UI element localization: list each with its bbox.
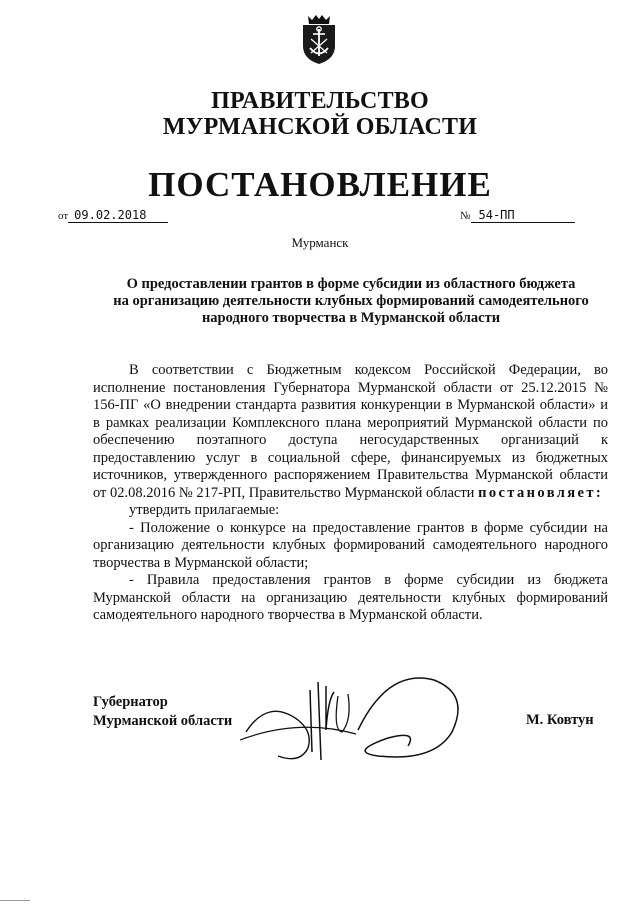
body-paragraph-2: утвердить прилагаемые: (129, 502, 280, 518)
number-value: 54-ПП (471, 208, 575, 223)
org-line-2: МУРМАНСКОЙ ОБЛАСТИ (162, 114, 478, 140)
subject-line-2: на организацию деятельности клубных формирований самодеятельного (113, 293, 589, 309)
subject-line-3: народного творчества в Мурманской области (201, 310, 501, 326)
page-edge-mark (0, 900, 30, 901)
city-name: Мурманск (291, 235, 349, 250)
date-field (58, 208, 168, 223)
preamble-text: В соответствии с Бюджетным кодексом Российской Федерации, во исполнение постановления Губернатора Мурманской области от 25.12.2015 № 156-ПГ «О внедрении стандарта развития конкуренции в Мурманской области» и в рамках реализации Комплексного плана мероприятий Мурманской области по обеспечению поэтапного доступа негосударственных организаций к предоставлению услуг в социальной сфере, финансируемых из бюджетных источников, утвержденного распоряжением Правительства Мурманской области от 02.08.2016 № 217-РП, Правительство Мурманской области (93, 362, 608, 501)
body-paragraph-3: - Положение о конкурсе на предоставление грантов в форме субсидии на организацию деятельности клубных формирований самодеятельного народного творчества в Мурманской области; (93, 519, 608, 571)
date-prefix: от (58, 210, 69, 222)
number-prefix: № (460, 210, 471, 222)
signatory-position (93, 693, 232, 731)
position-line-2: Мурманской области (93, 713, 233, 729)
number-field (460, 208, 575, 223)
subject-line-1: О предоставлении грантов в форме субсидии из областного бюджета (126, 276, 576, 292)
signatory-name: М. Ковтун (526, 712, 594, 728)
resolution-keyword: постановляет: (478, 484, 604, 501)
document-type-heading: ПОСТАНОВЛЕНИЕ (148, 165, 492, 204)
government-title (0, 88, 640, 140)
date-value: 09.02.2018 (68, 208, 168, 223)
coat-of-arms-icon (297, 12, 341, 66)
document-subject (96, 276, 606, 327)
handwritten-signature (238, 660, 478, 770)
body-paragraph-1 (93, 362, 608, 502)
document-body (93, 362, 608, 625)
position-line-1: Губернатор (93, 694, 168, 710)
org-line-1: ПРАВИТЕЛЬСТВО (211, 88, 429, 114)
body-paragraph-4: - Правила предоставления грантов в форме субсидии из бюджета Мурманской области на организацию деятельности клубных формирований самодеятельного народного творчества в Мурманской области. (93, 572, 608, 623)
